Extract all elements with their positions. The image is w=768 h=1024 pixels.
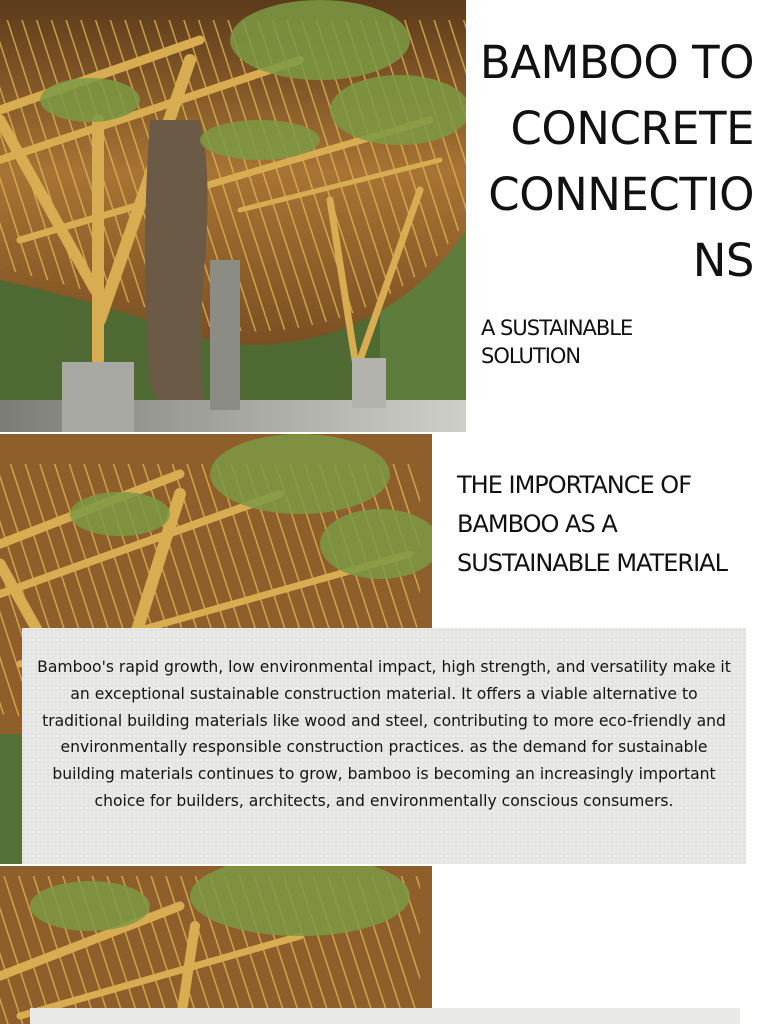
- page-subtitle: A SUSTAINABLE SOLUTION: [481, 316, 633, 368]
- section-heading: THE IMPORTANCE OF BAMBOO AS A SUSTAINABLE MATERIAL: [457, 471, 727, 577]
- page-title: BAMBOO TO CONCRETE CONNECTIO NS: [479, 36, 754, 287]
- next-text-panel: [30, 1008, 740, 1024]
- body-text-panel: [22, 628, 746, 864]
- bamboo-canopy-photo: [0, 866, 432, 1024]
- section-body-text: Bamboo's rapid growth, low environmental impact, high strength, and versatility make it an exceptional sustainable construction material. It offers a viable alternative to traditional building materials like wood and steel, contributing to more eco-friendly and environmentally responsible construction practices. as the demand for sustainable building materials continues to grow, bamboo is becoming an increasingly important choice for builders, architects, and environmentally conscious consumers.: [37, 658, 731, 810]
- bamboo-pavilion-photo: [0, 0, 466, 432]
